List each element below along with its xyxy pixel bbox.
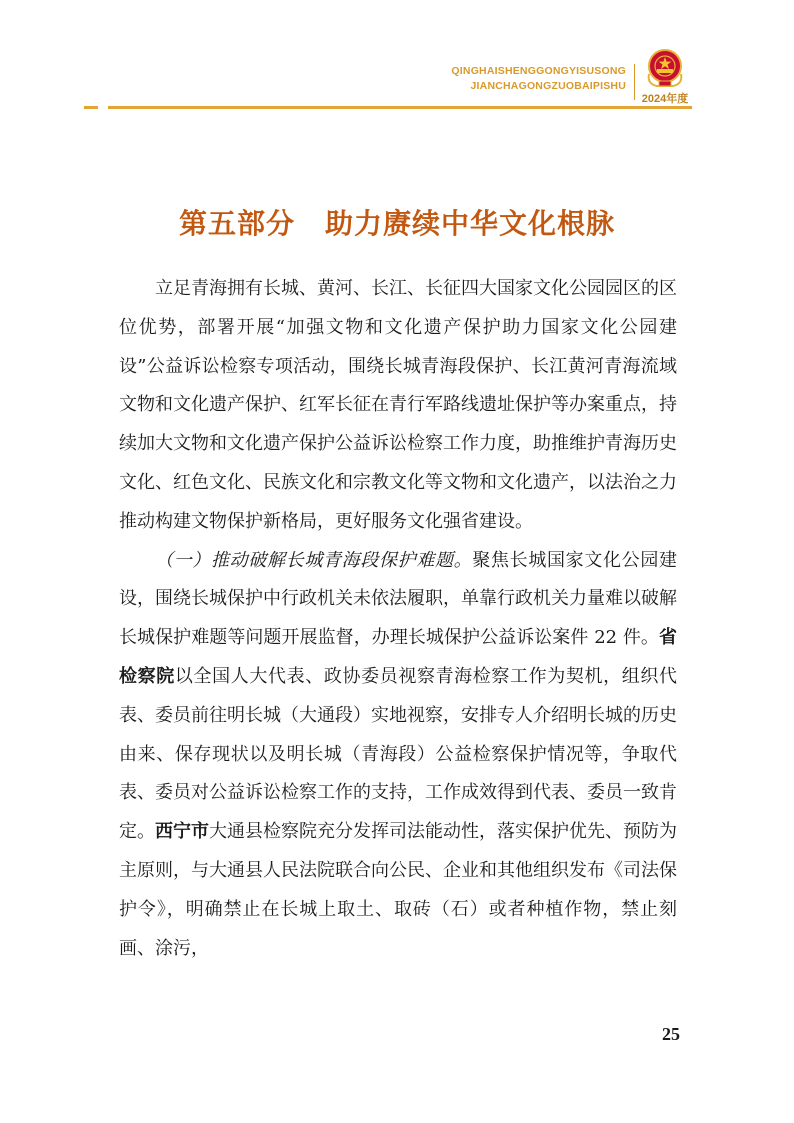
page-number: 25 xyxy=(662,1024,680,1044)
header-pinyin xyxy=(451,64,626,94)
procuratorate-emblem-icon xyxy=(643,48,687,88)
paragraph-2-bold-1: 省检察院 xyxy=(119,627,677,687)
header-line-2: JIANCHAGONGZUOBAIPISHU xyxy=(470,80,626,92)
paragraph-1: 立足青海拥有长城、黄河、长江、长征四大国家文化公园园区的区位优势，部署开展“加强文物和文化遗产保护助力国家文化公园建设”公益诉讼检察专项活动，围绕长城青海段保护、长江黄河青海流域文物和文化遗产保护、红军长征在青行军路线遗址保护等办案重点，持续加大文物和文化遗产保护公益诉讼检察工作力度，助推维护青海历史文化、红色文化、民族文化和宗教文化等文物和文化遗产，以法治之力推动构建文物保护新格局，更好服务文化强省建设。 xyxy=(119,278,677,532)
paragraph-2 xyxy=(119,542,677,969)
header-rule-dash xyxy=(84,106,98,109)
paragraph-2-lead: （一）推动破解长城青海段保护难题。 xyxy=(155,549,473,571)
paragraph-2-text-b: 以全国人大代表、政协委员视察青海检察工作为契机，组织代表、委员前往明长城（大通段）实地视察，安排专人介绍明长城的历史由来、保存现状以及明长城（青海段）公益检察保护情况等，争取代表、委员对公益诉讼检察工作的支持，工作成效得到代表、委员一致肯定。 xyxy=(119,665,678,843)
paragraph-2-text-c: 大通县检察院充分发挥司法能动性，落实保护优先、预防为主原则，与大通县人民法院联合向公民、企业和其他组织发布《司法保护令》，明确禁止在长城上取土、取砖（石）或者种植作物，禁止刻画、涂污， xyxy=(119,821,677,959)
paragraph-2-bold-2: 西宁市 xyxy=(155,821,209,843)
header-divider xyxy=(634,64,635,100)
paragraph-2-text-a: 聚焦长城国家文化公园建设，围绕长城保护中行政机关未依法履职，单靠行政机关力量难以破解长城保护难题等问题开展监督，办理长城保护公益诉讼案件 22 件。 xyxy=(119,549,678,649)
page-title xyxy=(0,202,794,242)
header-line-1: QINGHAISHENGGONGYISUSONG xyxy=(451,65,626,77)
body-text xyxy=(119,270,677,968)
header-year: 2024年度 xyxy=(641,93,689,105)
title-heading: 助力赓续中华文化根脉 xyxy=(325,207,616,240)
title-part: 第五部分 xyxy=(178,207,295,240)
header-rule xyxy=(108,106,692,109)
